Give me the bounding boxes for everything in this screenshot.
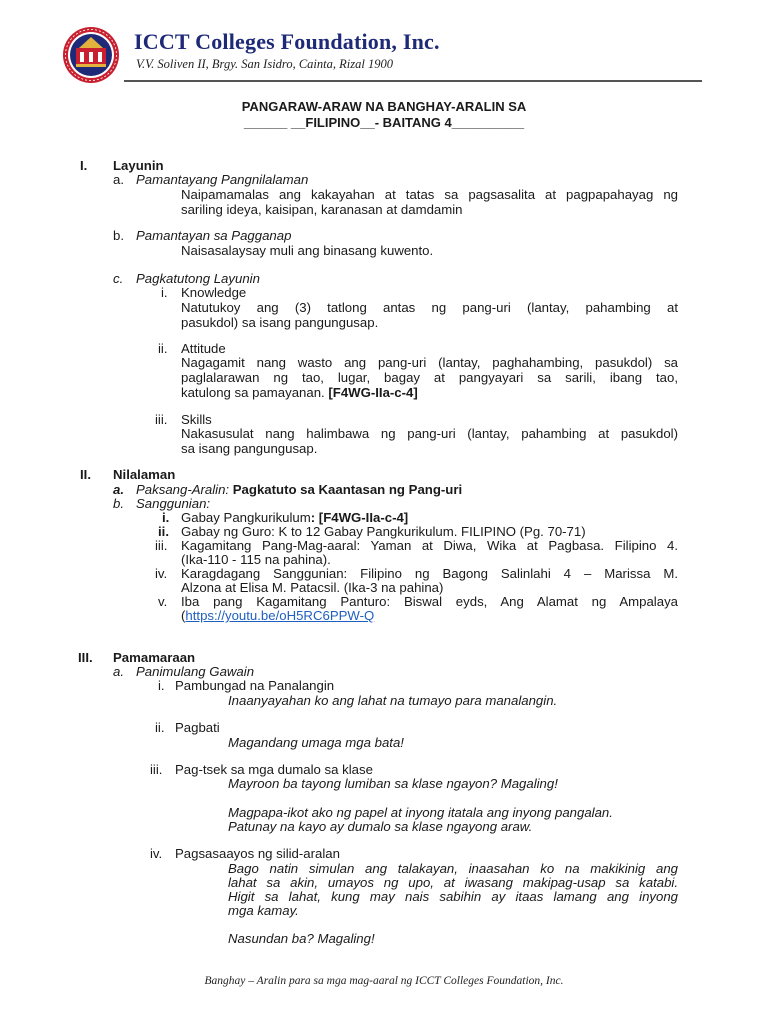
subitem-label: iii. [155,412,168,427]
subitem-text: katulong sa pamayanan. [181,385,325,400]
subitem-text: Nakasusulat nang halimbawa ng pang-uri (lantay, pahambing at pasukdol) [181,426,678,441]
competency-code: : [F4WG-IIa-c-4] [310,510,409,525]
reference-text: Alzona at Elisa M. Patacsil. (Ika-3 na pahina) [181,580,444,595]
item-title: Pagkatutong Layunin [136,271,260,286]
subitem-text: pasukdol) sa isang pangungusap. [181,315,379,330]
item-label: b. [113,228,124,243]
step-text: mga kamay. [228,903,299,918]
step-label: i. [158,678,165,693]
lesson-topic: Pagkatuto sa Kaantasan ng Pang-uri [232,482,463,497]
item-label: a. [113,172,124,187]
item-title: Pamantayang Pangnilalaman [136,172,309,187]
reference-label: iv. [155,566,168,581]
subitem-title: Knowledge [181,285,247,300]
school-address: V.V. Soliven II, Brgy. San Isidro, Cainta, Rizal 1900 [136,57,393,71]
subitem-text: Nagagamit nang wasto ang pang-uri (lantay, paghahambing, pasukdol) sa [181,355,678,370]
item-title: Pamantayan sa Pagganap [136,228,292,243]
subitem-label: ii. [158,341,168,356]
item-label: c. [113,271,124,286]
subitem-label: i. [161,285,168,300]
document-title: PANGARAW-ARAW NA BANGHAY-ARALIN SA [241,99,527,114]
section-number: I. [80,158,88,173]
section-heading: Pamamaraan [113,650,196,665]
step-label: iv. [150,846,163,861]
step-text: Nasundan ba? Magaling! [228,931,375,946]
item-label: b. [113,496,124,511]
reference-text: Gabay Pangkurikulum [181,510,311,525]
reference-text: Iba pang Kagamitang Panturo: Biswal eyds, Ang Alamat ng Ampalaya [181,594,678,609]
item-title: Paksang-Aralin: [136,482,230,497]
reference-text: ( [181,608,186,623]
reference-text: Gabay ng Guro: K to 12 Gabay Pangkurikulum. FILIPINO (Pg. 70-71) [181,524,586,539]
reference-text: (Ika-110 - 115 na pahina). [181,552,331,567]
step-title: Pag-tsek sa mga dumalo sa klase [175,762,373,777]
reference-label: ii. [158,524,169,539]
page-footer: Banghay – Aralin para sa mga mag-aaral ng ICCT Colleges Foundation, Inc. [204,975,564,987]
step-title: Pagsasaayos ng silid-aralan [175,846,340,861]
item-text: Naisasalaysay muli ang binasang kuwento. [181,243,434,258]
school-seal-logo [62,26,120,84]
subitem-text: sa isang pangungusap. [181,441,318,456]
item-label: a. [113,664,124,679]
document-subtitle: ______ __FILIPINO__- BAITANG 4__________ [243,115,525,130]
item-text: sariling ideya, kaisipan, karanasan at damdamin [181,202,463,217]
reference-text: Karagdagang Sanggunian: Filipino ng Bagong Salinlahi 4 – Marissa M. [181,566,678,581]
step-text: Inaanyayahan ko ang lahat na tumayo para manalangin. [228,693,558,708]
section-number: II. [80,467,91,482]
competency-code: [F4WG-IIa-c-4] [328,385,418,400]
reference-text: Kagamitang Pang-Mag-aaral: Yaman at Diwa, Wika at Pagbasa. Filipino 4. [181,538,678,553]
step-text: Bago natin simulan ang talakayan, inaasahan ko na makikinig ang [228,861,678,876]
subitem-text: Natutukoy ang (3) tatlong antas ng pang-uri (lantay, pahambing at [181,300,678,315]
step-label: iii. [150,762,163,777]
subitem-title: Skills [181,412,212,427]
section-heading: Layunin [113,158,164,173]
step-text: Patunay na kayo ay dumalo sa klase ngayong araw. [228,819,533,834]
step-text: Higit sa lahat, kung may nais sabihin ay itaas lamang ang inyong [228,889,678,904]
subitem-text: paglalarawan ng tao, lugar, bagay at pangyayari sa sarili, ibang tao, [181,370,678,385]
step-title: Pambungad na Panalangin [175,678,335,693]
item-text: Naipamamalas ang kakayahan at tatas sa pagsasalita at pagpapahayag ng [181,187,678,202]
step-title: Pagbati [175,720,220,735]
reference-label: i. [162,510,170,525]
section-number: III. [78,650,93,665]
subitem-title: Attitude [181,341,226,356]
school-name: ICCT Colleges Foundation, Inc. [134,29,440,54]
step-text: Magpapa-ikot ako ng papel at inyong itatala ang inyong pangalan. [228,805,613,820]
header-divider [124,80,702,82]
step-label: ii. [155,720,165,735]
reference-label: iii. [155,538,168,553]
step-text: Mayroon ba tayong lumiban sa klase ngayon? Magaling! [228,776,558,791]
video-link[interactable]: https://youtu.be/oH5RC6PPW-Q [185,608,375,623]
step-text: lahat sa akin, umayos ng upo, at iwasang makipag-usap sa katabi. [228,875,678,890]
letterhead [62,26,702,86]
item-title: Sanggunian: [136,496,211,511]
step-text: Magandang umaga mga bata! [228,735,404,750]
reference-label: v. [158,594,168,609]
item-label: a. [113,482,124,497]
section-heading: Nilalaman [113,467,176,482]
item-title: Panimulang Gawain [136,664,255,679]
